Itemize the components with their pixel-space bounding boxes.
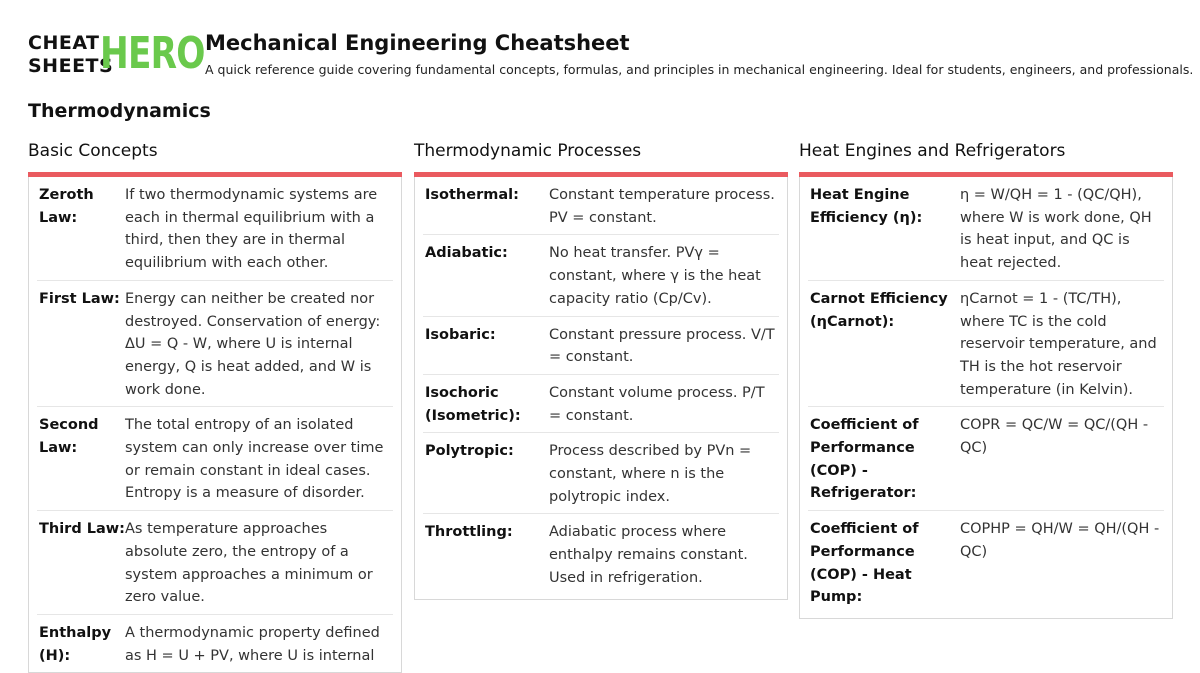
definition-description: If two thermodynamic systems are each in thermal equilibrium with a third, then they are in thermal equilibrium with each other. [125, 187, 378, 272]
definition-row [423, 235, 779, 316]
definition-term: Isobaric: [425, 326, 496, 343]
definition-term: Enthalpy (H): [39, 624, 112, 664]
definition-description: A thermodynamic property defined as H = U + PV, where U is internal [125, 624, 380, 664]
definition-row [808, 407, 1164, 511]
definition-term: Zeroth Law: [39, 187, 94, 226]
column-heat-engines-and-refrigerators [799, 140, 1173, 619]
definition-row [808, 281, 1164, 408]
column-heading: Basic Concepts [28, 141, 158, 161]
definition-description: COPR = QC/W = QC/(QH - QC) [960, 417, 1149, 457]
column-heading: Heat Engines and Refrigerators [799, 141, 1066, 161]
definition-term: Adiabatic: [425, 245, 508, 262]
definition-term: Polytropic: [425, 443, 514, 460]
definition-row [423, 177, 779, 235]
logo-text-hero: HERO [100, 28, 205, 79]
definition-term: Coefficient of Performance (COP) - Refrigerator: [810, 417, 919, 502]
definition-term: Heat Engine Efficiency (η): [810, 187, 923, 226]
column-basic-concepts [28, 140, 402, 673]
definition-term: Second Law: [39, 417, 99, 457]
column-heading: Thermodynamic Processes [414, 141, 642, 161]
definition-term: Carnot Efficiency (ηCarnot): [810, 290, 948, 330]
definition-card [414, 177, 788, 600]
cheatsheets-hero-logo[interactable] [28, 28, 205, 79]
definition-card [28, 177, 402, 673]
logo-text-cheat: CHEAT [28, 32, 100, 54]
page-title: Mechanical Engineering Cheatsheet [205, 31, 630, 55]
definition-row [808, 177, 1164, 281]
definition-description: No heat transfer. PVγ = constant, where γ is the heat capacity ratio (Cp/Cv). [549, 245, 761, 307]
page-subtitle: A quick reference guide covering fundamental concepts, formulas, and principles in mechanical engineering. Ideal for students, engineers, and professionals. [205, 62, 1194, 77]
definition-description: ηCarnot = 1 - (TC/TH), where TC is the cold reservoir temperature, and TH is the hot reservoir temperature (in Kelvin). [960, 290, 1157, 398]
definition-term: Throttling: [425, 524, 513, 541]
definition-description: COPHP = QH/W = QH/(QH - QC) [960, 521, 1160, 560]
definition-row [423, 433, 779, 514]
definition-description: Constant pressure process. V/T = constant. [549, 326, 775, 366]
definition-row [37, 281, 393, 408]
column-thermodynamic-processes [414, 140, 788, 600]
definition-term: Third Law: [39, 521, 125, 538]
definition-description: Constant volume process. P/T = constant. [549, 384, 765, 424]
definition-description: The total entropy of an isolated system can only increase over time or remain constant in ideal cases. Entropy is a measure of disorder. [125, 417, 384, 502]
definition-description: Constant temperature process. PV = constant. [549, 187, 775, 226]
definition-row [37, 511, 393, 615]
definition-row [423, 375, 779, 433]
definition-card [799, 177, 1173, 619]
definition-description: As temperature approaches absolute zero, the entropy of a system approaches a minimum or zero value. [125, 521, 373, 606]
definition-row [423, 317, 779, 375]
definition-description: Process described by PVn = constant, where n is the polytropic index. [549, 443, 752, 505]
definition-row [808, 511, 1164, 614]
definition-row [37, 615, 393, 672]
definition-term: First Law: [39, 290, 120, 307]
logo-text-sheets: SHEETS [28, 55, 114, 77]
definition-description: η = W/QH = 1 - (QC/QH), where W is work done, QH is heat input, and QC is heat rejected. [960, 187, 1152, 272]
definition-row [37, 177, 393, 281]
definition-row [423, 514, 779, 594]
definition-term: Isothermal: [425, 187, 519, 203]
definition-description: Adiabatic process where enthalpy remains constant. Used in refrigeration. [549, 524, 748, 586]
definition-row [37, 407, 393, 511]
definition-description: Energy can neither be created nor destroyed. Conservation of energy: ΔU = Q - W, where U is internal energy, Q is heat added, and W is work done. [125, 290, 381, 398]
section-title: Thermodynamics [28, 100, 211, 122]
definition-term: Isochoric (Isometric): [425, 384, 521, 424]
definition-term: Coefficient of Performance (COP) - Heat Pump: [810, 521, 919, 606]
